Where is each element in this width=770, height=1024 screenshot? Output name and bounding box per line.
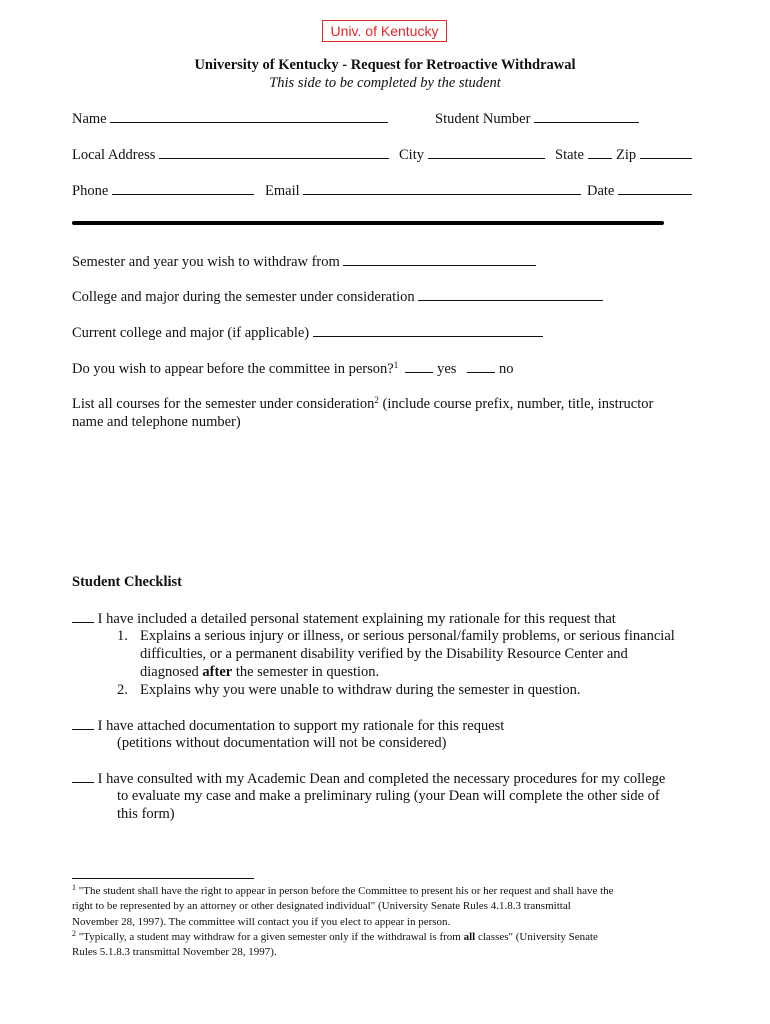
zip-field[interactable]	[616, 146, 692, 164]
sub-item-1-emphasis: after	[202, 664, 233, 680]
footnote-2-emphasis: all	[463, 931, 476, 943]
footnote-ref-1: 1	[393, 360, 399, 370]
student-number-label: Student Number	[435, 111, 531, 127]
footnote-2-number: 2	[72, 929, 76, 938]
sub-item-2-text: Explains why you were unable to withdraw during the semester in question.	[140, 682, 581, 698]
city-field[interactable]	[399, 146, 545, 164]
university-stamp: Univ. of Kentucky	[322, 20, 447, 42]
zip-label: Zip	[616, 147, 637, 163]
footnote-1-line1: "The student shall have the right to appear in person before the Committee to present his or her request and shall have the	[76, 885, 614, 897]
sub-item-1-line3-c: the semester in question.	[232, 664, 380, 680]
checklist-item-statement[interactable]	[72, 610, 616, 628]
college-major-label: College and major during the semester under consideration	[72, 289, 415, 305]
section-divider	[72, 221, 664, 225]
yes-label: yes	[437, 361, 457, 377]
checkbox-dean[interactable]	[72, 770, 94, 783]
sub-item-1-line1: Explains a serious injury or illness, or serious personal/family problems, or serious financial	[140, 628, 675, 644]
student-number-blank[interactable]	[534, 110, 639, 123]
footnote-2-line2: Rules 5.1.8.3 transmittal November 28, 1997).	[72, 946, 277, 959]
no-blank[interactable]	[467, 360, 495, 373]
footnote-1-line2: right to be represented by an attorney or other designated individual" (University Senate Rules 4.1.8.3 transmittal	[72, 900, 571, 913]
name-field[interactable]	[72, 110, 388, 128]
footnote-1-line3: November 28, 1997). The committee will contact you if you elect to appear in person.	[72, 915, 451, 928]
checkbox-statement[interactable]	[72, 610, 94, 623]
courses-label-cont: (include course prefix, number, title, instructor	[378, 396, 654, 412]
sub-item-1-number: 1.	[117, 628, 128, 644]
courses-question	[72, 396, 653, 413]
checklist-item-dean[interactable]	[72, 770, 665, 788]
checklist-item-dean-line3: this form)	[117, 806, 175, 822]
phone-field[interactable]	[72, 182, 254, 200]
zip-blank[interactable]	[640, 146, 692, 159]
checklist-item-dean-text: I have consulted with my Academic Dean and completed the necessary procedures for my college	[97, 771, 666, 787]
footnote-separator	[72, 878, 254, 879]
current-college-label: Current college and major (if applicable)	[72, 325, 310, 341]
no-label: no	[498, 361, 514, 377]
sub-item-1-line3-a: diagnosed	[140, 664, 203, 680]
email-blank[interactable]	[303, 182, 581, 195]
checklist-heading: Student Checklist	[72, 574, 182, 590]
local-address-field[interactable]	[72, 146, 389, 164]
courses-label: List all courses for the semester under consideration	[72, 396, 375, 412]
semester-label: Semester and year you wish to withdraw from	[72, 254, 340, 270]
email-field[interactable]	[265, 182, 581, 200]
city-label: City	[399, 147, 424, 163]
footnote-2	[72, 930, 702, 961]
local-address-blank[interactable]	[159, 146, 389, 159]
name-label: Name	[72, 111, 107, 127]
form-title: University of Kentucky - Request for Retroactive Withdrawal	[194, 57, 576, 73]
appear-label: Do you wish to appear before the committee in person?	[72, 361, 394, 377]
checklist-item-documentation-text: I have attached documentation to support my rationale for this request	[97, 718, 505, 734]
city-blank[interactable]	[428, 146, 545, 159]
phone-blank[interactable]	[112, 182, 254, 195]
sub-item-1-line3	[140, 664, 379, 681]
footnote-ref-2: 2	[374, 395, 379, 405]
college-major-blank[interactable]	[418, 288, 603, 301]
form-subtitle: This side to be completed by the student	[269, 75, 501, 91]
footnote-1	[72, 884, 702, 930]
sub-item-1-line2: difficulties, or a permanent disability verified by the Disability Resource Center and	[140, 646, 628, 662]
local-address-label: Local Address	[72, 147, 156, 163]
date-field[interactable]	[587, 182, 692, 200]
email-label: Email	[265, 183, 300, 199]
checklist-item-statement-text: I have included a detailed personal statement explaining my rationale for this request that	[97, 611, 616, 627]
checklist-item-documentation-line2: (petitions without documentation will not be considered)	[117, 735, 447, 751]
yes-blank[interactable]	[405, 360, 433, 373]
semester-blank[interactable]	[343, 253, 536, 266]
current-college-blank[interactable]	[313, 324, 543, 337]
date-blank[interactable]	[618, 182, 692, 195]
state-field[interactable]	[555, 146, 612, 164]
student-number-field[interactable]	[435, 110, 639, 128]
checklist-item-documentation[interactable]	[72, 717, 504, 735]
checkbox-documentation[interactable]	[72, 717, 94, 730]
current-college-question[interactable]	[72, 324, 543, 342]
checklist-item-dean-line2: to evaluate my case and make a preliminary ruling (your Dean will complete the other side of	[117, 788, 660, 804]
state-blank[interactable]	[588, 146, 612, 159]
footnote-1-number: 1	[72, 883, 76, 892]
sub-item-2-number: 2.	[117, 682, 128, 698]
appear-question	[72, 360, 513, 378]
phone-label: Phone	[72, 183, 109, 199]
state-label: State	[555, 147, 584, 163]
college-major-question[interactable]	[72, 288, 603, 306]
name-blank[interactable]	[110, 110, 388, 123]
footnote-2-line1a: "Typically, a student may withdraw for a given semester only if the withdrawal is from	[76, 931, 464, 943]
semester-question[interactable]	[72, 253, 536, 271]
courses-question-line2: name and telephone number)	[72, 414, 241, 430]
date-label: Date	[587, 183, 615, 199]
footnote-2-line1c: classes" (University Senate	[475, 931, 598, 943]
